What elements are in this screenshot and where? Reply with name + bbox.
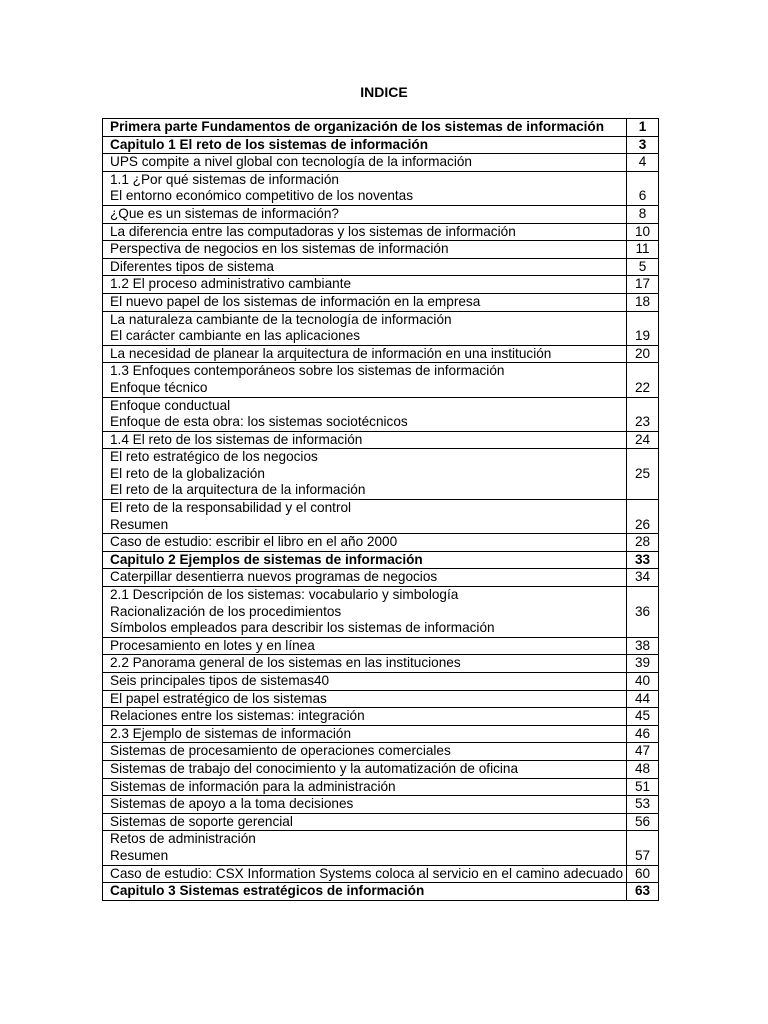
index-entry-line: Caso de estudio: CSX Information Systems coloca al servicio en el camino adecuado bbox=[110, 865, 624, 881]
index-entry-text bbox=[103, 673, 627, 691]
index-table-body bbox=[103, 119, 659, 901]
index-entry-line: Caso de estudio: escribir el libro en el año 2000 bbox=[110, 534, 398, 550]
index-entry-line: Racionalización de los procedimientos bbox=[110, 603, 342, 619]
index-page-number: 28 bbox=[627, 534, 659, 552]
index-entry-line: 2.3 Ejemplo de sistemas de información bbox=[110, 725, 352, 741]
index-page-number: 46 bbox=[627, 725, 659, 743]
index-entry-line: 1.4 El reto de los sistemas de información bbox=[110, 431, 363, 447]
index-entry-text bbox=[103, 119, 627, 137]
index-entry-line: Diferentes tipos de sistema bbox=[110, 258, 274, 274]
index-entry-text bbox=[103, 241, 627, 259]
index-page-number: 10 bbox=[627, 223, 659, 241]
index-entry-line: 2.2 Panorama general de los sistemas en las instituciones bbox=[110, 655, 461, 671]
index-page-number: 6 bbox=[627, 171, 659, 205]
index-row bbox=[103, 725, 659, 743]
index-entry-text bbox=[103, 136, 627, 154]
index-page-number: 56 bbox=[627, 813, 659, 831]
index-entry-text bbox=[103, 760, 627, 778]
index-row bbox=[103, 205, 659, 223]
index-row bbox=[103, 673, 659, 691]
index-entry-line: El reto de la globalización bbox=[110, 465, 265, 481]
index-entry-line: Sistemas de soporte gerencial bbox=[110, 813, 293, 829]
index-entry-text bbox=[103, 637, 627, 655]
index-page-number: 39 bbox=[627, 655, 659, 673]
index-entry-text bbox=[103, 883, 627, 901]
index-row bbox=[103, 311, 659, 345]
index-entry-line: Capitulo 2 Ejemplos de sistemas de información bbox=[110, 551, 423, 567]
index-entry-text bbox=[103, 223, 627, 241]
index-page-number: 60 bbox=[627, 865, 659, 883]
page-title: INDICE bbox=[360, 84, 408, 100]
index-row bbox=[103, 363, 659, 397]
index-page-number: 18 bbox=[627, 293, 659, 311]
index-page-number: 51 bbox=[627, 778, 659, 796]
index-entry-text bbox=[103, 743, 627, 761]
index-row bbox=[103, 796, 659, 814]
index-page-number: 22 bbox=[627, 363, 659, 397]
index-page-number: 5 bbox=[627, 258, 659, 276]
index-entry-line: Enfoque técnico bbox=[110, 379, 208, 395]
index-entry-line: La necesidad de planear la arquitectura de información en una institución bbox=[110, 345, 552, 361]
index-entry-line: Resumen bbox=[110, 847, 169, 863]
index-entry-line: 1.3 Enfoques contemporáneos sobre los sistemas de información bbox=[110, 363, 505, 379]
index-entry-text bbox=[103, 569, 627, 587]
index-entry-text bbox=[103, 534, 627, 552]
index-entry-line: El carácter cambiante en las aplicaciones bbox=[110, 328, 361, 344]
index-page-number: 34 bbox=[627, 569, 659, 587]
index-entry-text bbox=[103, 865, 627, 883]
index-entry-text bbox=[103, 397, 627, 431]
index-page-number: 1 bbox=[627, 119, 659, 137]
index-page-number: 47 bbox=[627, 743, 659, 761]
index-row bbox=[103, 831, 659, 865]
index-entry-text bbox=[103, 708, 627, 726]
index-entry-text bbox=[103, 205, 627, 223]
index-entry-line: Caterpillar desentierra nuevos programas de negocios bbox=[110, 569, 438, 585]
index-row bbox=[103, 813, 659, 831]
index-page-number: 4 bbox=[627, 154, 659, 172]
index-row bbox=[103, 534, 659, 552]
index-entry-text bbox=[103, 311, 627, 345]
index-entry-text bbox=[103, 831, 627, 865]
index-row bbox=[103, 449, 659, 500]
index-page-number: 25 bbox=[627, 449, 659, 500]
index-entry-line: Enfoque de esta obra: los sistemas sociotécnicos bbox=[110, 414, 408, 430]
index-entry-line: El nuevo papel de los sistemas de información en la empresa bbox=[110, 293, 481, 309]
index-entry-line: Resumen bbox=[110, 516, 169, 532]
index-table bbox=[102, 118, 659, 901]
index-entry-text bbox=[103, 551, 627, 569]
index-row bbox=[103, 551, 659, 569]
index-entry-text bbox=[103, 690, 627, 708]
index-row bbox=[103, 778, 659, 796]
index-entry-line: Capitulo 1 El reto de los sistemas de información bbox=[110, 136, 429, 152]
index-page-number: 40 bbox=[627, 673, 659, 691]
index-row bbox=[103, 345, 659, 363]
index-entry-line: El reto estratégico de los negocios bbox=[110, 449, 318, 465]
index-page-number: 19 bbox=[627, 311, 659, 345]
index-row bbox=[103, 276, 659, 294]
index-entry-text bbox=[103, 813, 627, 831]
index-page-number: 17 bbox=[627, 276, 659, 294]
index-entry-line: Relaciones entre los sistemas: integración bbox=[110, 708, 365, 724]
index-page-number: 26 bbox=[627, 500, 659, 534]
index-row bbox=[103, 397, 659, 431]
index-page-number: 63 bbox=[627, 883, 659, 901]
index-entry-line: 1.1 ¿Por qué sistemas de información bbox=[110, 171, 339, 187]
index-row bbox=[103, 500, 659, 534]
index-row bbox=[103, 690, 659, 708]
index-row bbox=[103, 637, 659, 655]
index-entry-line: La naturaleza cambiante de la tecnología de información bbox=[110, 311, 452, 327]
index-row bbox=[103, 136, 659, 154]
index-entry-line: El entorno económico competitivo de los noventas bbox=[110, 188, 414, 204]
index-entry-line: Capitulo 3 Sistemas estratégicos de información bbox=[110, 883, 425, 899]
index-entry-line: El reto de la arquitectura de la información bbox=[110, 482, 366, 498]
index-row bbox=[103, 258, 659, 276]
index-row bbox=[103, 569, 659, 587]
index-row bbox=[103, 883, 659, 901]
index-row bbox=[103, 154, 659, 172]
index-row bbox=[103, 743, 659, 761]
index-entry-text bbox=[103, 363, 627, 397]
index-entry-text bbox=[103, 154, 627, 172]
index-row bbox=[103, 293, 659, 311]
index-entry-text bbox=[103, 258, 627, 276]
index-entry-text bbox=[103, 431, 627, 449]
index-entry-line: UPS compite a nivel global con tecnología de la información bbox=[110, 154, 472, 170]
index-entry-line: El reto de la responsabilidad y el control bbox=[110, 500, 352, 516]
index-page-number: 48 bbox=[627, 760, 659, 778]
index-page-number: 36 bbox=[627, 587, 659, 638]
index-row bbox=[103, 431, 659, 449]
index-entry-line: Símbolos empleados para describir los sistemas de información bbox=[110, 620, 495, 636]
index-entry-text bbox=[103, 778, 627, 796]
index-page-number: 23 bbox=[627, 397, 659, 431]
index-page-number: 57 bbox=[627, 831, 659, 865]
index-entry-line: Procesamiento en lotes y en línea bbox=[110, 637, 315, 653]
index-row bbox=[103, 708, 659, 726]
index-entry-line: Seis principales tipos de sistemas40 bbox=[110, 673, 330, 688]
index-entry-text bbox=[103, 276, 627, 294]
index-row bbox=[103, 865, 659, 883]
index-entry-line: Sistemas de trabajo del conocimiento y la automatización de oficina bbox=[110, 760, 519, 776]
index-entry-line: ¿Que es un sistemas de información? bbox=[110, 205, 339, 221]
index-entry-text bbox=[103, 449, 627, 500]
index-entry-text bbox=[103, 587, 627, 638]
index-entry-text bbox=[103, 796, 627, 814]
index-entry-text bbox=[103, 171, 627, 205]
index-entry-line: Perspectiva de negocios en los sistemas de información bbox=[110, 241, 449, 257]
index-page-number: 45 bbox=[627, 708, 659, 726]
index-page-number: 38 bbox=[627, 637, 659, 655]
index-entry-line: Sistemas de información para la administración bbox=[110, 778, 396, 794]
index-entry-text bbox=[103, 345, 627, 363]
index-entry-line: Enfoque conductual bbox=[110, 397, 231, 413]
index-row bbox=[103, 223, 659, 241]
index-page-number: 53 bbox=[627, 796, 659, 814]
index-entry-line: El papel estratégico de los sistemas bbox=[110, 690, 327, 706]
index-entry-line: Sistemas de procesamiento de operaciones comerciales bbox=[110, 743, 451, 759]
index-entry-line: 2.1 Descripción de los sistemas: vocabulario y simbología bbox=[110, 587, 459, 603]
index-row bbox=[103, 760, 659, 778]
index-page-number: 24 bbox=[627, 431, 659, 449]
index-row bbox=[103, 119, 659, 137]
index-entry-line: Sistemas de apoyo a la toma decisiones bbox=[110, 796, 354, 812]
index-page-number: 11 bbox=[627, 241, 659, 259]
index-row bbox=[103, 655, 659, 673]
index-entry-text bbox=[103, 500, 627, 534]
index-row bbox=[103, 587, 659, 638]
index-page-number: 33 bbox=[627, 551, 659, 569]
index-entry-text bbox=[103, 725, 627, 743]
index-entry-line: Primera parte Fundamentos de organización de los sistemas de información bbox=[110, 119, 605, 134]
index-entry-line: 1.2 El proceso administrativo cambiante bbox=[110, 276, 352, 292]
index-page-number: 3 bbox=[627, 136, 659, 154]
index-row bbox=[103, 171, 659, 205]
index-entry-text bbox=[103, 293, 627, 311]
index-page-number: 8 bbox=[627, 205, 659, 223]
index-entry-text bbox=[103, 655, 627, 673]
index-entry-line: La diferencia entre las computadoras y los sistemas de información bbox=[110, 223, 516, 239]
index-page-number: 20 bbox=[627, 345, 659, 363]
index-page-number: 44 bbox=[627, 690, 659, 708]
index-entry-line: Retos de administración bbox=[110, 831, 256, 847]
index-row bbox=[103, 241, 659, 259]
